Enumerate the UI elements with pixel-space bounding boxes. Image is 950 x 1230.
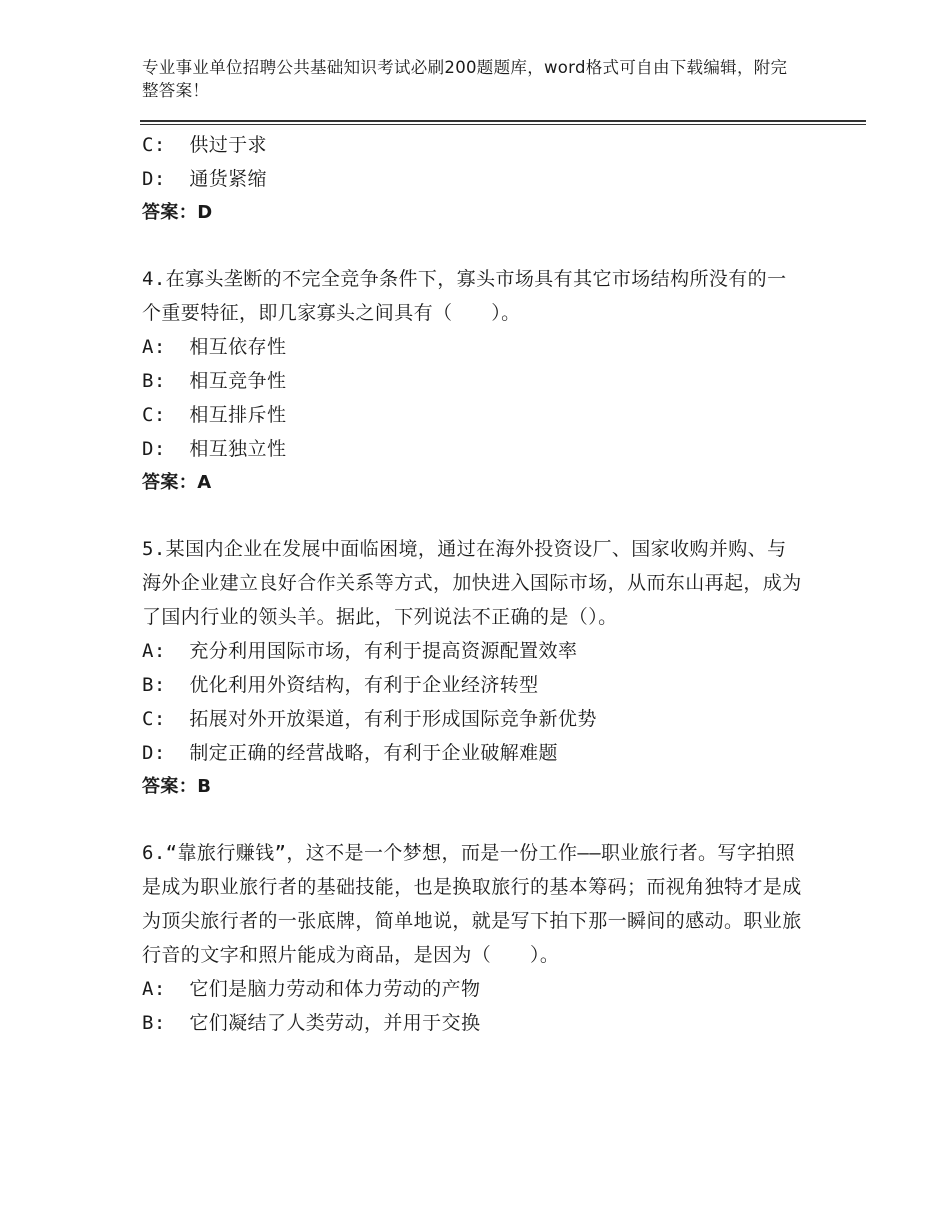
q6-option-a: A: 它们是脑力劳动和体力劳动的产物 <box>142 978 481 1000</box>
header-rule-thick <box>140 120 866 122</box>
q4-option-b: B: 相互竞争性 <box>142 370 287 392</box>
q5-answer: 答案：B <box>142 776 212 797</box>
q6-option-b: B: 它们凝结了人类劳动，并用于交换 <box>142 1012 481 1034</box>
q4-stem: 4.在寡头垄断的不完全竞争条件下，寡头市场具有其它市场结构所没有的一个重要特征，即几家寡头之间具有（ ）。 <box>142 268 787 324</box>
q5-stem: 5.某国内企业在发展中面临困境，通过在海外投资设厂、国家收购并购、与海外企业建立良好合作关系等方式，加快进入国际市场，从而东山再起，成为了国内行业的领头羊。据此，下列说法不正确的是（）。 <box>142 538 802 628</box>
q4-option-a: A: 相互依存性 <box>142 336 287 358</box>
header-rule-thin <box>140 124 866 125</box>
document-header: 专业事业单位招聘公共基础知识考试必刷200题题库，word格式可自由下载编辑，附完整答案！ <box>142 58 788 100</box>
document-body <box>142 128 802 1040</box>
q6-stem: 6.“靠旅行赚钱”，这不是一个梦想，而是一份工作——职业旅行者。写字拍照是成为职业旅行者的基础技能，也是换取旅行的基本筹码；而视角独特才是成为顶尖旅行者的一张底牌，简单地说，就是写下拍下那一瞬间的感动。职业旅行音的文字和照片能成为商品，是因为（ ）。 <box>142 842 802 966</box>
q5-option-c: C: 拓展对外开放渠道，有利于形成国际竞争新优势 <box>142 708 597 730</box>
q5-option-a: A: 充分利用国际市场，有利于提高资源配置效率 <box>142 640 578 662</box>
q5-option-b: B: 优化利用外资结构，有利于企业经济转型 <box>142 674 539 696</box>
q3-option-d: D: 通货紧缩 <box>142 168 267 190</box>
q4-option-d: D: 相互独立性 <box>142 438 287 460</box>
q5-option-d: D: 制定正确的经营战略，有利于企业破解难题 <box>142 742 558 764</box>
q3-answer: 答案：D <box>142 202 213 223</box>
q3-option-c: C: 供过于求 <box>142 134 267 156</box>
q4-option-c: C: 相互排斥性 <box>142 404 287 426</box>
q4-answer: 答案：A <box>142 472 212 493</box>
